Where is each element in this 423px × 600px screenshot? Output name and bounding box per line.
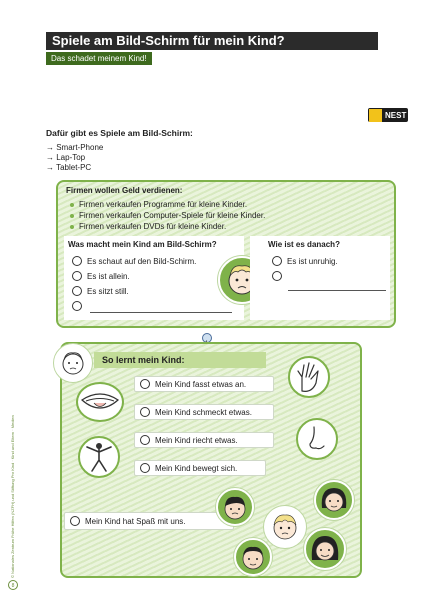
afterwards-option[interactable] — [272, 256, 338, 266]
side-legal-text: © Nationales Zentrum Frühe Hilfen (NZFH) und Stiftung Pro Kind · Kind und Eltern · Medien — [10, 415, 15, 578]
activity-option[interactable] — [72, 271, 130, 281]
child-face-small-drawing — [56, 346, 90, 380]
father-face-drawing — [236, 540, 270, 574]
checkbox-circle[interactable] — [72, 301, 82, 311]
checkbox-circle[interactable] — [140, 463, 150, 473]
father-face-icon — [234, 538, 272, 576]
device-item: → Tablet-PC — [46, 163, 92, 172]
bullet-text: Firmen verkaufen Computer-Spiele für kleine Kinder. — [79, 211, 266, 220]
logo-icon — [369, 109, 382, 122]
option-label: Es sitzt still. — [87, 286, 129, 296]
page-number: 8 — [8, 580, 18, 590]
parent-face-icon — [216, 488, 254, 526]
mouth-drawing — [80, 390, 120, 414]
afterwards-question: Wie ist es danach? — [268, 240, 340, 249]
checkbox-circle[interactable] — [140, 379, 150, 389]
child-face-center-icon — [264, 506, 306, 548]
nose-icon — [296, 418, 338, 460]
child-face-small-icon — [54, 344, 92, 382]
bullet-item — [70, 211, 265, 220]
child-face-center-drawing — [266, 508, 304, 546]
nose-drawing — [302, 424, 332, 454]
hand-icon — [288, 356, 330, 398]
mother-face-icon — [314, 480, 354, 520]
activity-option-blank[interactable] — [72, 301, 87, 311]
device-item: → Smart-Phone — [46, 143, 104, 152]
checkbox-circle[interactable] — [70, 516, 80, 526]
page-title: Spiele am Bild-Schirm für mein Kind? — [46, 32, 378, 50]
write-line[interactable] — [90, 312, 232, 313]
woman-face-drawing — [306, 530, 344, 568]
person-moving-icon — [78, 436, 120, 478]
bullet-item — [70, 222, 226, 231]
learning-heading: So lernt mein Kind: — [94, 352, 266, 368]
option-label: Mein Kind schmeckt etwas. — [155, 407, 252, 417]
bullet-dot — [70, 214, 74, 218]
checkbox-circle[interactable] — [72, 286, 82, 296]
learning-option[interactable] — [64, 512, 234, 530]
learning-option[interactable] — [134, 432, 274, 448]
activity-question: Was macht mein Kind am Bild-Schirm? — [68, 240, 217, 249]
option-label: Mein Kind bewegt sich. — [155, 463, 238, 473]
person-moving-drawing — [82, 440, 116, 474]
option-label: Es schaut auf den Bild-Schirm. — [87, 256, 197, 266]
bullet-text: Firmen verkaufen Programme für kleine Kinder. — [79, 200, 248, 209]
option-label: Mein Kind riecht etwas. — [155, 435, 238, 445]
learning-option[interactable] — [134, 404, 274, 420]
bullet-dot — [70, 225, 74, 229]
bullet-item — [70, 200, 247, 209]
option-label: Mein Kind hat Spaß mit uns. — [85, 516, 186, 526]
option-label: Es ist allein. — [87, 271, 130, 281]
mouth-icon — [76, 382, 124, 422]
checkbox-circle[interactable] — [272, 256, 282, 266]
logo-text: NEST — [385, 110, 407, 120]
checkbox-circle[interactable] — [140, 407, 150, 417]
hand-drawing — [294, 361, 324, 393]
checkbox-circle[interactable] — [140, 435, 150, 445]
checkbox-circle[interactable] — [72, 271, 82, 281]
learning-option[interactable] — [134, 460, 266, 476]
companies-heading: Firmen wollen Geld verdienen: — [66, 186, 183, 195]
checkbox-circle[interactable] — [272, 271, 282, 281]
bullet-dot — [70, 203, 74, 207]
option-label: Mein Kind fasst etwas an. — [155, 379, 247, 389]
woman-face-icon — [304, 528, 346, 570]
checkbox-circle[interactable] — [72, 256, 82, 266]
nest-logo — [368, 108, 408, 122]
page-subtitle: Das schadet meinem Kind! — [46, 52, 152, 65]
activity-option[interactable] — [72, 256, 196, 266]
learning-option[interactable] — [134, 376, 274, 392]
mother-face-drawing — [316, 482, 352, 518]
parent-face-drawing — [218, 490, 252, 524]
afterwards-option-blank[interactable] — [272, 271, 287, 281]
activity-option[interactable] — [72, 286, 129, 296]
option-label: Es ist unruhig. — [287, 256, 338, 266]
device-item: → Lap-Top — [46, 153, 86, 162]
intro-heading: Dafür gibt es Spiele am Bild-Schirm: — [46, 128, 193, 138]
bullet-text: Firmen verkaufen DVDs für kleine Kinder. — [79, 222, 227, 231]
write-line[interactable] — [288, 290, 386, 291]
